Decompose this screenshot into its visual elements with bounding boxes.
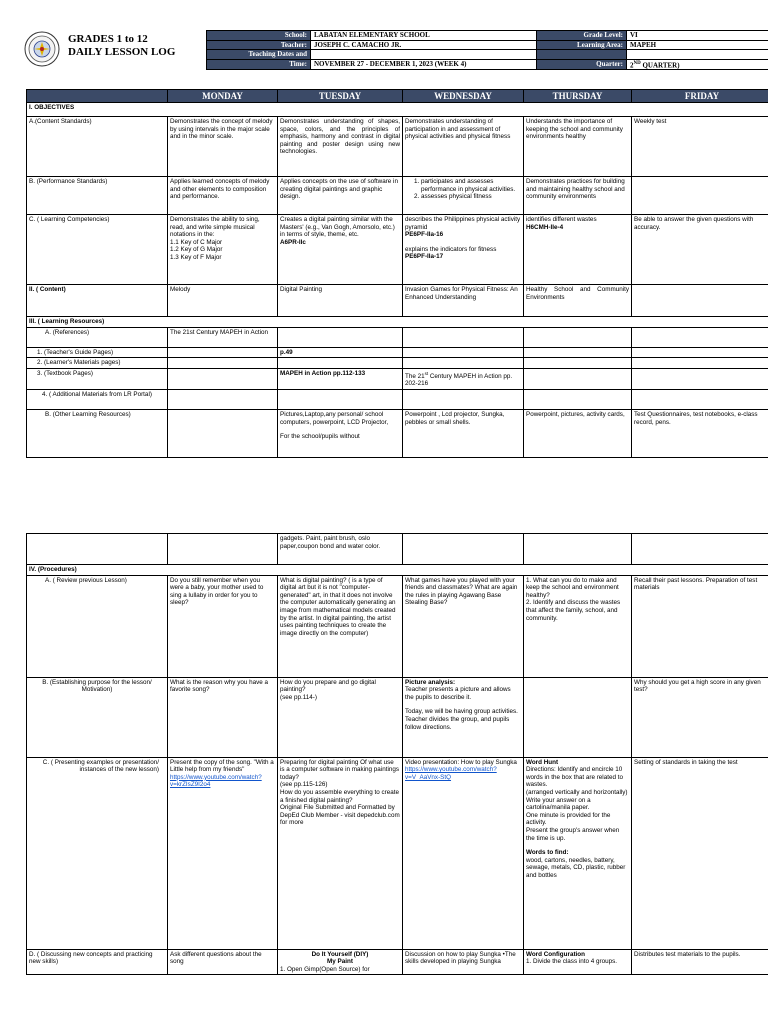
competencies-mon: Demonstrates the ability to sing, read, and write simple musical notations in the: 1.1 Key of C Major 1.2 Key of G Major 1.3 Key of F Major	[168, 215, 278, 285]
doc-title-line1: GRADES 1 to 12	[68, 33, 148, 45]
area-value: MAPEH	[627, 40, 768, 50]
references-mon: The 21st Century MAPEH in Action	[168, 327, 278, 347]
teachers-guide-tue: p.49	[278, 347, 403, 358]
teacher-value: JOSEPH C. CAMACHO JR.	[311, 40, 537, 50]
textbook-label: 3. (Textbook Pages)	[27, 368, 168, 389]
review-fri: Recall their past lessons. Preparation of test materials	[632, 575, 768, 677]
presenting-label: C. ( Presenting examples or presentation/ instances of the new lesson)	[27, 757, 168, 949]
purpose-label: B. (Establishing purpose for the lesson/ Motivation)	[27, 677, 168, 757]
purpose-tue: How do you prepare and go digital painting? (see pp.114-)	[278, 677, 403, 757]
discussing-thu: Word Configuration 1. Divide the class into 4 groups.	[524, 949, 632, 975]
procedures-heading: IV. (Procedures)	[27, 565, 768, 576]
content-standards-tue: Demonstrates understanding of shapes, space, colors, and the principles of emphasis, harmony and contrast in digital painting and poster design using new technologies.	[278, 117, 403, 177]
learners-materials-label: 2. (Learner's Materials pages)	[27, 358, 168, 369]
presenting-mon: Present the copy of the song. "With a Little help from my friends" https://www.youtube.com/watch?v=krZIsZ9I2o4	[168, 757, 278, 949]
content-thu: Healthy School and Community Environments	[524, 285, 632, 317]
discussing-fri: Distributes test materials to the pupils.	[632, 949, 768, 975]
discussing-wed: Discussion on how to play Sungka •The skills developed in playing Sungka	[403, 949, 524, 975]
references-label: A. (References)	[27, 327, 168, 347]
day-header-monday: MONDAY	[168, 90, 278, 103]
content-tue: Digital Painting	[278, 285, 403, 317]
content-label: II. ( Content)	[27, 285, 168, 317]
review-mon: Do you still remember when you were a baby, your mother used to sing a lullaby in order for you to sleep?	[168, 575, 278, 677]
objectives-heading: I. OBJECTIVES	[27, 103, 768, 117]
other-resources-wed: Powerpoint , Lcd projector, Sungka, pebbles or small shells.	[403, 410, 524, 458]
dates-label-1: Teaching Dates and	[207, 50, 311, 60]
review-wed: What games have you played with your friends and classmates? What are again the rules in playing Agawang Base Stealing Base?	[403, 575, 524, 677]
competencies-label: C. ( Learning Competencies)	[27, 215, 168, 285]
resources-heading: III. ( Learning Resources)	[27, 317, 768, 328]
other-resources-fri: Test Questionnaires, test notebooks, e-class record, pens.	[632, 410, 768, 458]
content-wed: Invasion Games for Physical Fitness: An Enhanced Understanding	[403, 285, 524, 317]
content-mon: Melody	[168, 285, 278, 317]
purpose-fri: Why should you get a high score in any given test?	[632, 677, 768, 757]
grade-label: Grade Level:	[537, 31, 627, 41]
dates-value: NOVEMBER 27 - DECEMBER 1, 2023 (WEEK 4)	[311, 59, 537, 69]
discussing-tue: Do It Yourself (DIY) My Paint 1. Open Gimp(Open Source) for	[278, 949, 403, 975]
review-thu: 1. What can you do to make and keep the school and environment healthy? 2. Identify and discuss the wastes that affect the family, school, and community.	[524, 575, 632, 677]
discussing-mon: Ask different questions about the song	[168, 949, 278, 975]
content-standards-thu: Understands the importance of keeping the school and community environments healthy	[524, 117, 632, 177]
grade-value: VI	[627, 31, 768, 41]
area-label: Learning Area:	[537, 40, 627, 50]
content-standards-fri: Weekly test	[632, 117, 768, 177]
quarter-value: 2ND QUARTER)	[627, 59, 768, 69]
doc-title-line2: DAILY LESSON LOG	[68, 46, 176, 58]
performance-standards-mon: Applies learned concepts of melody and other elements to composition and performance.	[168, 177, 278, 215]
content-standards-wed: Demonstrates understanding of participation in and assessment of physical activities and physical fitness	[403, 117, 524, 177]
purpose-wed: Picture analysis: Teacher presents a picture and allows the pupils to describe it. Today, we will be having group activities. Teacher divides the group, and pupils follow directions.	[403, 677, 524, 757]
dates-label-2: Time:	[207, 59, 311, 69]
lesson-table-page2	[26, 533, 768, 975]
performance-standards-thu: Demonstrates practices for building and maintaining healthy school and community environments	[524, 177, 632, 215]
sungka-video-link[interactable]: https://www.youtube.com/watch?v=V_AaVnx-StQ	[405, 766, 497, 781]
other-resources-label: B. (Other Learning Resources)	[27, 410, 168, 458]
content-standards-label: A.(Content Standards)	[27, 117, 168, 177]
competencies-fri: Be able to answer the given questions with accuracy.	[632, 215, 768, 285]
info-table	[206, 30, 768, 70]
competencies-wed: describes the Philippines physical activity pyramid PE6PF-IIa-16 explains the indicators for fitness PE6PF-IIa-17	[403, 215, 524, 285]
other-resources-tue: Pictures,Laptop,any personal/ school computers, powerpoint, LCD Projector, For the school/pupils without	[278, 410, 403, 458]
presenting-wed: Video presentation: How to play Sungka https://www.youtube.com/watch?v=V_AaVnx-StQ	[403, 757, 524, 949]
textbook-wed: The 21st Century MAPEH in Action pp. 202-216	[403, 368, 524, 389]
school-value: LABATAN ELEMENTARY SCHOOL	[311, 31, 537, 41]
other-resources-tue-cont: gadgets. Paint, paint brush, oslo paper,coupon bond and water color.	[278, 534, 403, 565]
content-standards-mon: Demonstrates the concept of melody by using intervals in the major scale and in the minor scale.	[168, 117, 278, 177]
school-label: School:	[207, 31, 311, 41]
teachers-guide-label: 1. (Teacher's Guide Pages)	[27, 347, 168, 358]
presenting-fri: Setting of standards in taking the test	[632, 757, 768, 949]
other-resources-thu: Powerpoint, pictures, activity cards,	[524, 410, 632, 458]
purpose-mon: What is the reason why you have a favorite song?	[168, 677, 278, 757]
review-label: A. ( Review previous Lesson)	[27, 575, 168, 677]
lr-portal-label: 4. ( Additional Materials from LR Portal)	[27, 390, 168, 410]
discussing-label: D. ( Discussing new concepts and practicing new skills)	[27, 949, 168, 975]
performance-standards-tue: Applies concepts on the use of software in creating digital paintings and graphic design.	[278, 177, 403, 215]
teacher-label: Teacher:	[207, 40, 311, 50]
presenting-tue: Preparing for digital painting Of what use is a computer software in making paintings today? (see pp.115-126) How do you assemble everything to create a finished digital painting? Original File Submitted and Formatted by DepEd Club Member - visit depedclub.com for more	[278, 757, 403, 949]
day-header-tuesday: TUESDAY	[278, 90, 403, 103]
competencies-tue: Creates a digital painting similar with the Masters' (e.g., Van Gogh, Amorsolo, etc.) in terms of style, theme, etc. A6PR-IIc	[278, 215, 403, 285]
performance-standards-label: B. (Performance Standards)	[27, 177, 168, 215]
presenting-thu: Word Hunt Directions: Identify and encircle 10 words in the box that are related to wastes. (arranged vertically and horizontally) Write your answer on a cartolina/manila paper. One minute is provided for the activity. Present the group's answer when the time is up. Words to find: wood, cartons, needles, battery, sewage, metals, CD, plastic, rubber and bottles	[524, 757, 632, 949]
competencies-thu: identifies different wastes H6CMH-IIe-4	[524, 215, 632, 285]
deped-seal-logo	[24, 31, 60, 67]
day-header-wednesday: WEDNESDAY	[403, 90, 524, 103]
day-header-friday: FRIDAY	[632, 90, 768, 103]
song-video-link[interactable]: https://www.youtube.com/watch?v=krZIsZ9I2o4	[170, 773, 262, 789]
day-header-thursday: THURSDAY	[524, 90, 632, 103]
quarter-label: Quarter:	[537, 59, 627, 69]
lesson-table-page1	[26, 89, 768, 458]
performance-standards-wed: 1. participates and assesses performance in physical activities. 2. assesses physical fitness	[403, 177, 524, 215]
review-tue: What is digital painting? ( is a type of digital art but it is not "computer-generated" art, in that it does not involve the computer automatically generating an image from mathematical models created by the artist. In digital painting, the artist uses painting techniques to create the image directly on the computer)	[278, 575, 403, 677]
textbook-tue: MAPEH in Action pp.112-133	[278, 368, 403, 389]
